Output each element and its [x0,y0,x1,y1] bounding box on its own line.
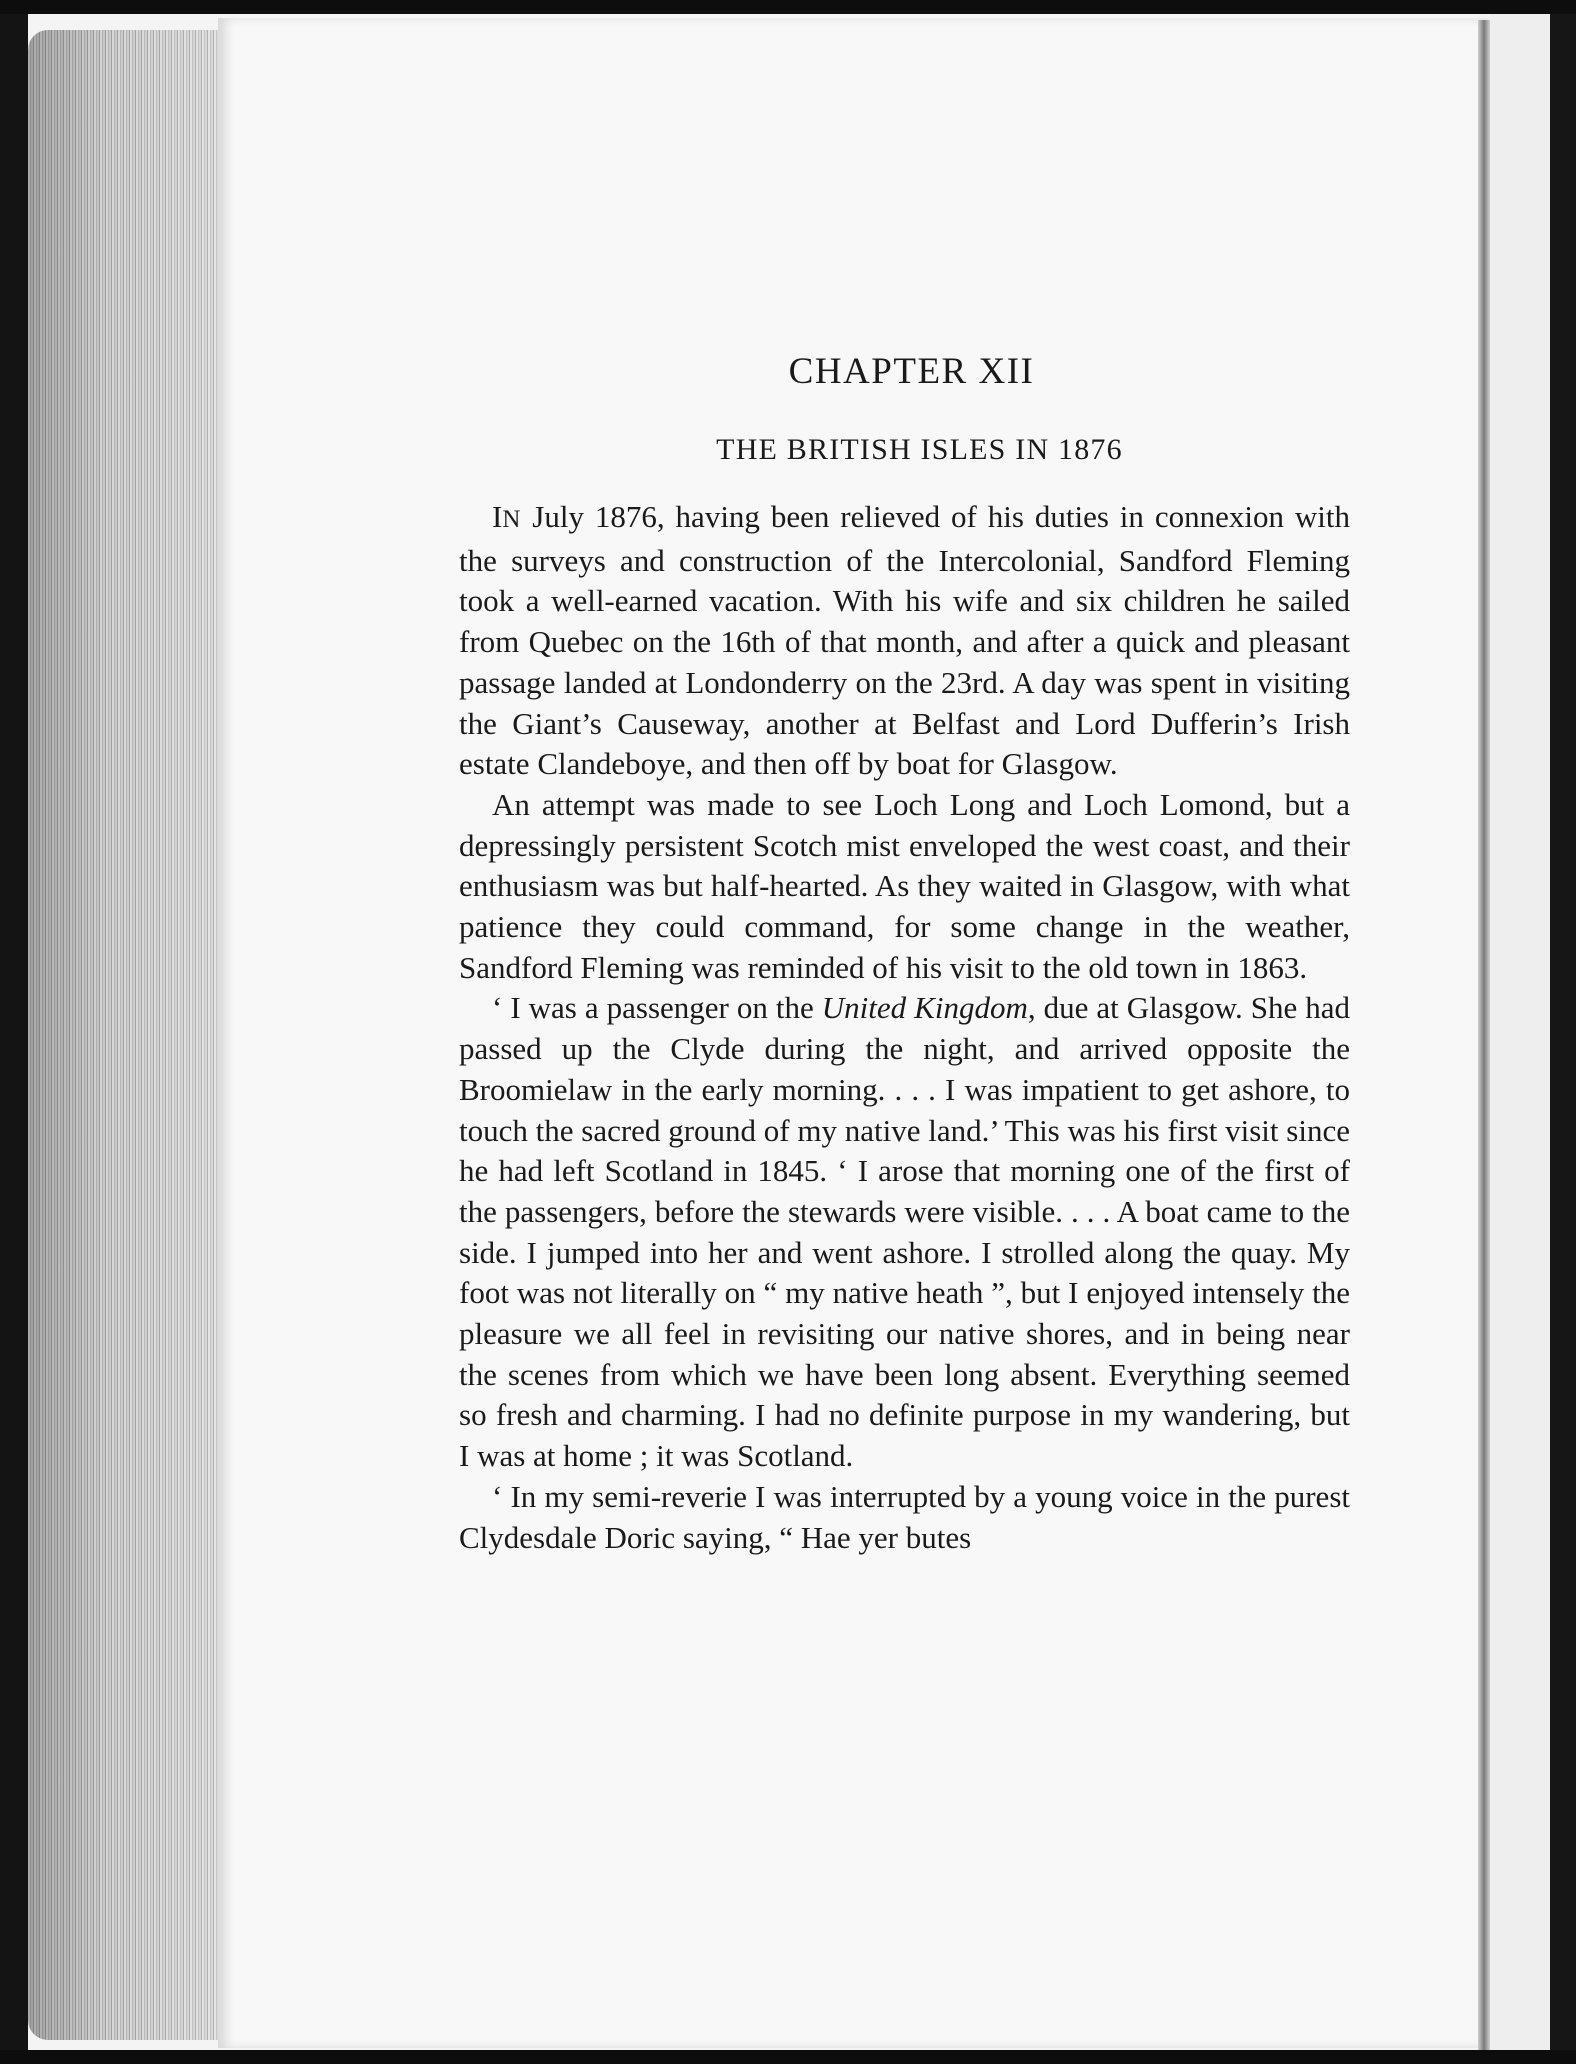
page-text [459,350,1350,1558]
paragraph-3 [459,988,1350,1476]
facing-page-sliver [1490,14,1550,2050]
paragraph-1-text: July 1876, having been relieved of his duties in connexion with the surveys and construction of the Intercolonial, Sandford Fleming took a well-earned vacation. With his wife and six children he sailed from Quebec on the 16th of that month, and after a quick and pleasant passage landed at Londonderry on the 23rd. A day was spent in visiting the Giant’s Causeway, another at Belfast and Lord Dufferin’s Irish estate Clandeboye, and then off by boat for Glasgow. [459,499,1350,782]
paragraph-2: An attempt was made to see Loch Long and Loch Lomond, but a depressingly persistent Scotch mist enveloped the west coast, and their enthusiasm was but half-hearted. As they waited in Glasgow, with what patience they could command, for some change in the weather, Sandford Fleming was reminded of his visit to the old town in 1863. [459,786,1350,985]
paragraph-3-text: , due at Glasgow. She had passed up the Clyde during the night, and arrived opposite the Broomielaw in the early morning. . . . I was impatient to get ashore, to touch the sacred ground of my native land.’ This was his first visit since he had left Scotland in 1845. ‘ I arose that morning one of the first of the passengers, before the stewards were visible. . . . A boat came to the side. I jumped into her and went ashore. I strolled along the quay. My foot was not literally on “ my native heath ”, but I enjoyed intensely the pleasure we all feel in revisiting our native shores, and in being near the scenes from which we have been long absent. Everything seemed so fresh and charming. I had no definite purpose in my wandering, but I was at home ; it was Scotland. [459,990,1350,1474]
scan-border-top [0,0,1576,14]
scan-border-left [0,14,28,2050]
scan-border-right [1550,14,1576,2050]
smallcaps-text: N [502,506,522,533]
chapter-subtitle: THE BRITISH ISLES IN 1876 [716,433,1123,466]
paragraph-1 [459,497,1350,785]
dropcap: I [492,499,503,534]
page-edges-shadow [28,30,228,2040]
paragraph-4: ‘ In my semi-reverie I was interrupted by a young voice in the purest Clydesdale Doric saying, “ Hae yer butes [459,1478,1350,1555]
ship-name: United Kingdom [821,990,1028,1026]
chapter-title: CHAPTER XII [788,351,1035,392]
scan-border-bottom [0,2050,1576,2064]
paragraph-3-lead: ‘ I was a passenger on the [492,990,822,1026]
book-gutter [1478,20,1490,2050]
